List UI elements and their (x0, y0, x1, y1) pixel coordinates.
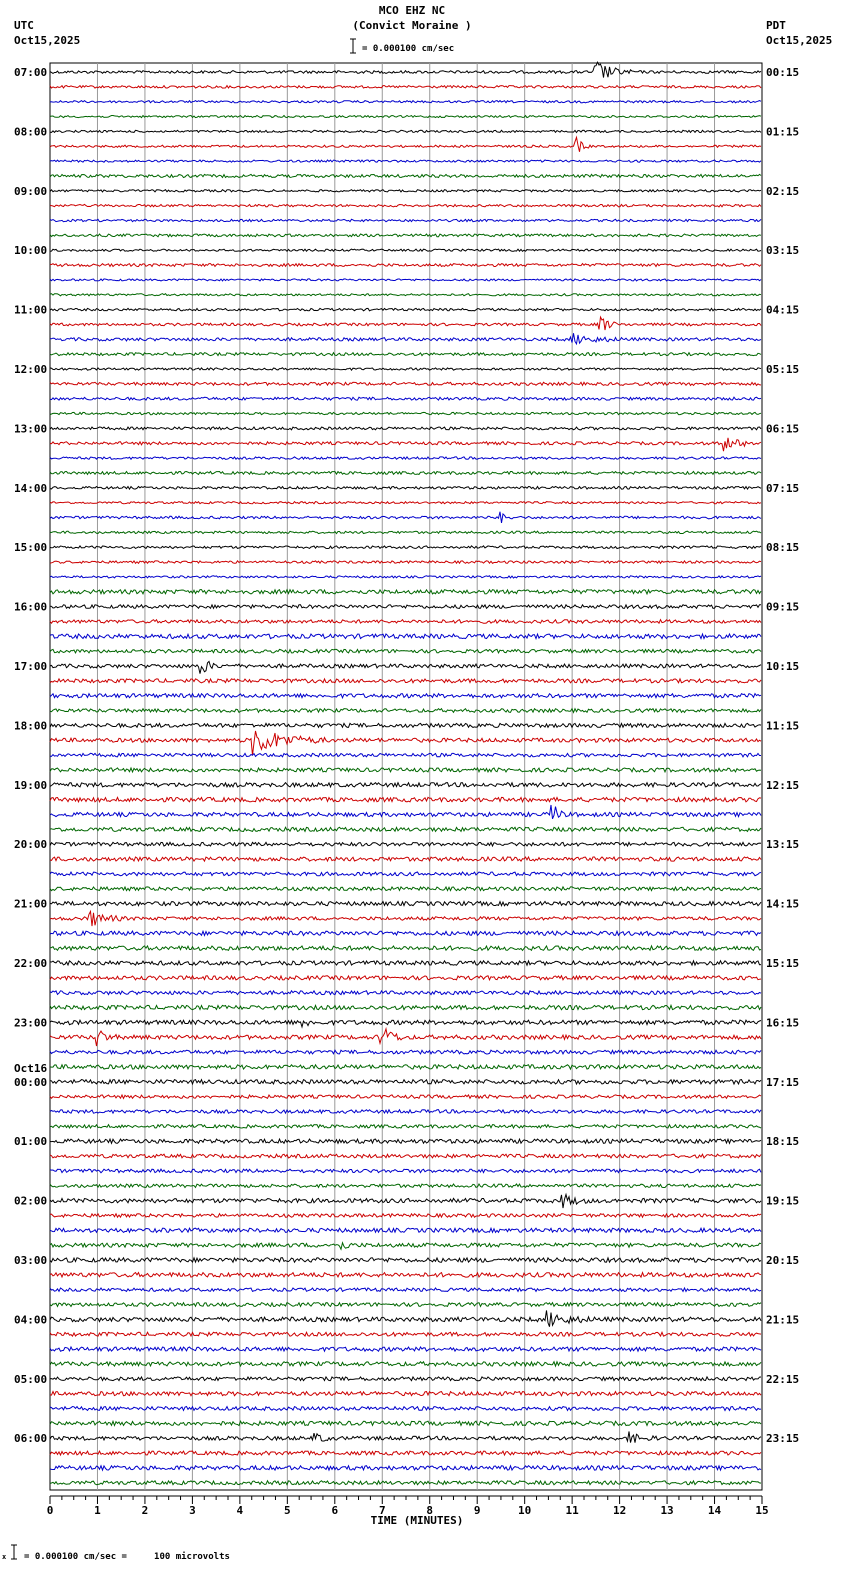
x-tick-label: 9 (473, 1504, 481, 1517)
right-date: Oct15,2025 (766, 34, 833, 47)
x-tick-label: 10 (518, 1504, 532, 1517)
pdt-time-label: 04:15 (766, 303, 800, 317)
seismogram-trace (50, 842, 761, 846)
seismogram-trace (50, 931, 761, 935)
seismogram-trace (50, 1139, 761, 1143)
seismogram-trace (50, 731, 761, 756)
x-tick-label: 0 (46, 1504, 54, 1517)
pdt-time-label: 15:15 (766, 957, 800, 970)
seismogram-trace (50, 887, 761, 891)
seismogram-trace (50, 397, 761, 400)
scale-bar-icon (350, 39, 356, 53)
pdt-time-label: 02:15 (766, 184, 800, 198)
seismogram-trace (50, 976, 761, 980)
seismogram-trace (50, 1020, 761, 1027)
x-tick-label: 6 (331, 1504, 339, 1517)
seismogram-trace (50, 961, 761, 965)
seismogram-trace (50, 991, 761, 995)
seismogram-trace (50, 219, 761, 221)
seismogram-trace (50, 1332, 761, 1336)
x-tick-label: 4 (236, 1504, 244, 1517)
pdt-time-label: 08:15 (766, 541, 800, 555)
pdt-time-label: 00:15 (766, 66, 800, 79)
seismogram-trace (50, 1288, 761, 1291)
seismogram-trace (50, 872, 761, 876)
utc-time-label: 15:00 (14, 541, 48, 555)
seismogram-trace (50, 1258, 761, 1262)
seismogram-trace (50, 1310, 761, 1326)
seismogram-trace (50, 1184, 761, 1188)
utc-time-label: 23:00 (14, 1016, 48, 1030)
seismogram-trace (50, 438, 761, 451)
utc-time-label: 16:00 (14, 600, 48, 614)
seismogram-trace (50, 1080, 761, 1084)
seismogram-trace (50, 1228, 761, 1232)
pdt-time-label: 18:15 (766, 1135, 800, 1149)
seismogram-trace (50, 427, 761, 430)
seismogram-trace (50, 946, 761, 951)
utc-time-label: 00:00 (14, 1075, 48, 1089)
pdt-time-label: 06:15 (766, 422, 800, 436)
pdt-time-label: 23:15 (766, 1432, 800, 1446)
seismogram-trace (50, 1362, 761, 1366)
location-title: (Convict Moraine ) (352, 19, 472, 32)
utc-time-label: 03:00 (14, 1254, 48, 1267)
seismogram-trace (50, 783, 761, 787)
seismogram-trace (50, 472, 761, 475)
seismogram-trace (50, 1392, 761, 1396)
seismogram-trace (50, 605, 761, 609)
utc-time-label: 10:00 (14, 244, 48, 258)
seismogram-trace (50, 1431, 761, 1442)
left-date: Oct15,2025 (14, 34, 81, 47)
seismogram-trace (50, 333, 761, 344)
utc-time-label: 04:00 (14, 1313, 48, 1327)
seismogram-trace (50, 857, 761, 861)
pdt-time-label: 16:15 (766, 1016, 800, 1030)
pdt-time-label: 07:15 (766, 481, 800, 495)
pdt-time-label: 21:15 (766, 1313, 800, 1327)
x-tick-label: 7 (378, 1504, 386, 1517)
pdt-time-label: 05:15 (766, 363, 800, 376)
seismogram-trace (50, 317, 761, 330)
seismogram-traces (50, 62, 761, 1485)
seismogram-trace (50, 1451, 761, 1455)
x-tick-label: 3 (189, 1504, 196, 1517)
pdt-time-label: 19:15 (766, 1194, 800, 1208)
utc-time-label: 12:00 (14, 363, 48, 376)
seismogram-trace (50, 753, 761, 757)
seismogram-trace (50, 561, 761, 564)
seismogram-trace (50, 709, 761, 713)
seismogram-trace (50, 620, 761, 624)
seismogram-trace (50, 1407, 761, 1411)
pdt-time-label: 20:15 (766, 1254, 800, 1267)
seismogram-trace (50, 160, 761, 162)
seismogram-trace (50, 805, 761, 819)
seismogram-trace (50, 86, 761, 89)
seismogram-trace (50, 130, 761, 132)
seismogram-trace (50, 264, 761, 267)
x-tick-label: 2 (141, 1504, 149, 1517)
utc-time-label: 21:00 (14, 897, 48, 911)
utc-time-label: 11:00 (14, 303, 48, 317)
time-axis (47, 1496, 769, 1527)
pdt-time-label: 22:15 (766, 1372, 800, 1386)
seismogram-trace (50, 1050, 761, 1054)
seismogram-trace (50, 634, 761, 639)
seismogram-trace (50, 1125, 761, 1129)
pdt-time-label: 03:15 (766, 244, 800, 258)
seismogram-trace (50, 1347, 761, 1351)
footer-marker-icon: x (2, 1553, 7, 1561)
utc-time-label: 02:00 (14, 1194, 48, 1208)
x-tick-label: 8 (426, 1504, 434, 1517)
seismogram-trace (50, 457, 761, 459)
utc-time-label: 13:00 (14, 422, 48, 436)
utc-date-label: Oct16 (14, 1061, 48, 1075)
seismogram-trace (50, 649, 761, 653)
seismogram-trace (50, 911, 761, 926)
seismogram-trace (50, 590, 761, 594)
left-timezone: UTC (14, 19, 34, 32)
utc-time-label: 18:00 (14, 719, 48, 733)
utc-time-label: 09:00 (14, 184, 48, 198)
seismogram-trace (50, 679, 761, 683)
utc-time-label: 20:00 (14, 838, 48, 852)
seismogram-trace (50, 204, 761, 207)
seismogram-trace (50, 694, 761, 698)
footer-scale-note: = 0.000100 cm/sec = 100 microvolts (24, 1552, 230, 1562)
seismogram-trace (50, 902, 761, 906)
utc-time-label: 01:00 (14, 1135, 48, 1149)
seismogram-trace (50, 101, 761, 103)
seismogram-trace (50, 1273, 761, 1278)
seismogram-trace (50, 1466, 761, 1470)
pdt-time-label: 01:15 (766, 125, 800, 139)
seismogram-trace (50, 234, 761, 237)
pdt-time-label: 11:15 (766, 719, 800, 733)
seismogram-trace (50, 62, 761, 77)
seismogram-trace (50, 1154, 761, 1158)
seismogram-trace (50, 1095, 761, 1099)
utc-time-label: 19:00 (14, 778, 48, 792)
seismogram-trace (50, 1110, 761, 1114)
footer-scale-bar-icon (11, 1545, 17, 1559)
scale-label: = 0.000100 cm/sec (362, 44, 455, 54)
seismogram-trace (50, 512, 761, 523)
utc-time-label: 05:00 (14, 1372, 48, 1386)
seismogram-trace (50, 768, 761, 772)
seismogram-trace (50, 661, 761, 673)
seismogram-trace (50, 546, 761, 549)
seismogram-trace (50, 1303, 761, 1307)
seismogram-trace (50, 137, 761, 152)
seismogram-trace (50, 827, 761, 831)
utc-time-label: 17:00 (14, 660, 48, 673)
seismogram-trace (50, 412, 761, 414)
seismogram-trace (50, 294, 761, 296)
pdt-time-label: 13:15 (766, 838, 800, 852)
seismogram-trace (50, 1169, 761, 1173)
x-axis-label: TIME (MINUTES) (370, 1514, 464, 1527)
seismogram-trace (50, 308, 761, 310)
seismogram-trace (50, 797, 761, 802)
right-timezone: PDT (766, 19, 786, 32)
pdt-time-label: 12:15 (766, 778, 800, 792)
utc-time-label: 08:00 (14, 125, 48, 139)
utc-time-label: 06:00 (14, 1432, 48, 1446)
station-title: MCO EHZ NC (378, 4, 446, 17)
seismogram-trace (50, 249, 761, 251)
seismogram-trace (50, 502, 761, 504)
seismogram-trace (50, 174, 761, 177)
seismogram-trace (50, 531, 761, 533)
seismogram-trace (50, 1005, 761, 1009)
x-tick-label: 12 (612, 1504, 627, 1517)
seismogram-trace (50, 368, 761, 370)
seismogram-trace (50, 1243, 761, 1249)
pdt-time-label: 14:15 (766, 897, 800, 911)
seismogram-trace (50, 353, 761, 356)
seismogram-trace (50, 576, 761, 578)
seismogram-trace (50, 487, 761, 490)
utc-time-label: 22:00 (14, 957, 48, 970)
pdt-time-label: 17:15 (766, 1075, 800, 1089)
x-tick-label: 1 (94, 1504, 101, 1517)
seismogram-trace (50, 1029, 761, 1046)
x-tick-label: 5 (284, 1504, 291, 1517)
x-tick-label: 13 (660, 1504, 674, 1517)
seismogram-trace (50, 190, 761, 192)
x-tick-label: 14 (707, 1504, 722, 1517)
seismogram-trace (50, 1377, 761, 1381)
seismogram-trace (50, 279, 761, 281)
utc-time-label: 14:00 (14, 481, 48, 495)
pdt-time-label: 09:15 (766, 600, 800, 614)
seismogram-trace (50, 382, 761, 385)
seismogram-trace (50, 1421, 761, 1425)
seismogram-trace (50, 1481, 761, 1485)
seismogram-trace (50, 723, 761, 727)
seismogram-trace (50, 116, 761, 118)
seismogram-trace (50, 1214, 761, 1218)
x-tick-label: 15 (755, 1504, 769, 1517)
seismogram-trace (50, 1065, 761, 1069)
pdt-time-label: 10:15 (766, 660, 800, 673)
seismogram-trace (50, 1195, 761, 1209)
utc-time-label: 07:00 (14, 66, 48, 79)
x-tick-label: 11 (565, 1504, 579, 1517)
